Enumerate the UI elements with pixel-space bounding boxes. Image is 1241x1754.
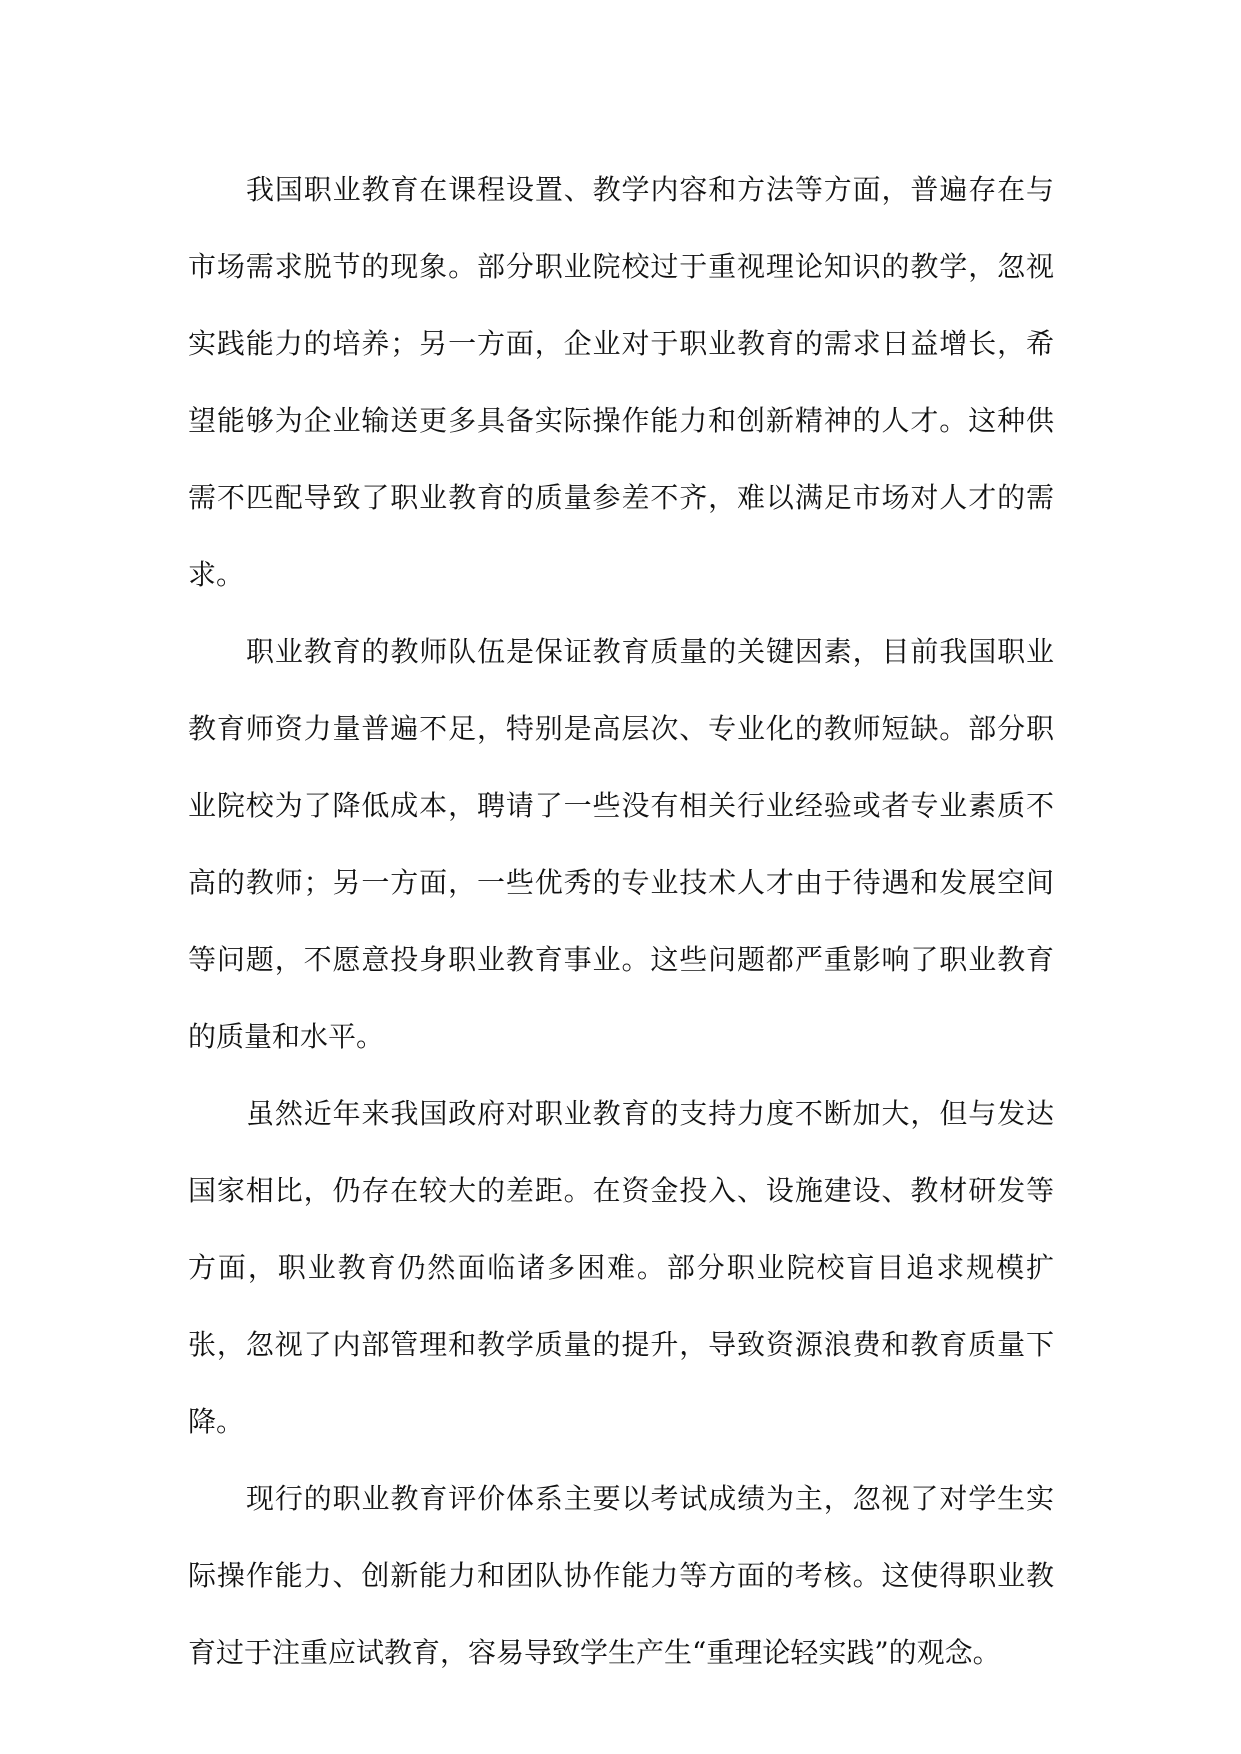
paragraph-2: 职业教育的教师队伍是保证教育质量的关键因素，目前我国职业教育师资力量普遍不足，特别是高层次、专业化的教师短缺。部分职业院校为了降低成本，聘请了一些没有相关行业经验或者专业素质不高的教师；另一方面，一些优秀的专业技术人才由于待遇和发展空间等问题，不愿意投身职业教育事业。这些问题都严重影响了职业教育的质量和水平。	[188, 635, 1054, 1053]
paragraph-3: 虽然近年来我国政府对职业教育的支持力度不断加大，但与发达国家相比，仍存在较大的差距。在资金投入、设施建设、教材研发等方面，职业教育仍然面临诸多困难。部分职业院校盲目追求规模扩张，忽视了内部管理和教学质量的提升，导致资源浪费和教育质量下降。	[188, 1097, 1054, 1438]
document-body	[188, 151, 1054, 1691]
paragraph-4: 现行的职业教育评价体系主要以考试成绩为主，忽视了对学生实际操作能力、创新能力和团队协作能力等方面的考核。这使得职业教育过于注重应试教育，容易导致学生产生“重理论轻实践”的观念。	[188, 1482, 1054, 1669]
paragraph-1: 我国职业教育在课程设置、教学内容和方法等方面，普遍存在与市场需求脱节的现象。部分职业院校过于重视理论知识的教学，忽视实践能力的培养；另一方面，企业对于职业教育的需求日益增长，希望能够为企业输送更多具备实际操作能力和创新精神的人才。这种供需不匹配导致了职业教育的质量参差不齐，难以满足市场对人才的需求。	[188, 173, 1054, 591]
